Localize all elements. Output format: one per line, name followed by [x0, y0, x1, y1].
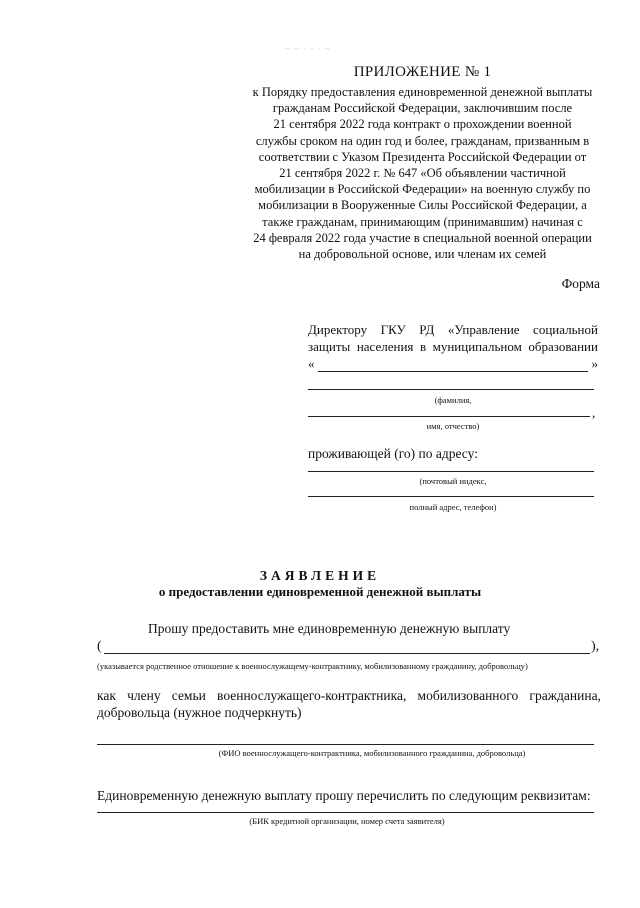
- fio-field[interactable]: [97, 744, 594, 745]
- family-member-line: [97, 688, 601, 704]
- relation-close-paren: ),: [591, 639, 600, 654]
- close-quote: »: [591, 356, 598, 371]
- appendix-line: службы сроком на один год и более, гражданам, призванным в: [255, 133, 590, 148]
- addressee-header: [308, 321, 598, 355]
- bank-details-field[interactable]: [97, 812, 594, 813]
- form-label: Форма: [561, 276, 600, 291]
- open-quote: «: [308, 356, 315, 371]
- appendix-line: мобилизации в Вооруженные Силы Российской Федерации, а: [258, 198, 587, 213]
- addressee-word: образовании: [528, 339, 598, 354]
- address-field[interactable]: [308, 496, 594, 497]
- addressee-word: социальной: [533, 322, 598, 337]
- fio-caption: (ФИО военнослужащего-контрактника, мобилизованного гражданина, добровольца): [218, 748, 526, 758]
- appendix-line: 21 сентября 2022 г. № 647 «Об объявлении частичной: [279, 166, 566, 181]
- addressee-word: РД: [419, 322, 435, 337]
- appendix-line: 21 сентября 2022 года контракт о прохождении военной: [273, 117, 572, 132]
- statement-title: ЗАЯВЛЕНИЕ: [259, 568, 381, 583]
- municipality-field[interactable]: [308, 356, 598, 374]
- name-caption: имя, отчество): [426, 421, 480, 431]
- appendix-title: ПРИЛОЖЕНИЕ № 1: [353, 64, 492, 80]
- name-comma: ,: [592, 405, 596, 420]
- request-text: Прошу предоставить мне единовременную денежную выплату: [148, 621, 511, 636]
- relation-open-paren: (: [97, 639, 102, 654]
- postal-caption: (почтовый индекс,: [419, 476, 487, 486]
- appendix-line: соответствии с Указом Президента Российской Федерации от: [258, 149, 587, 164]
- addressee-word: защиты: [308, 339, 351, 354]
- volunteer-option: добровольца (нужное подчеркнуть): [97, 705, 302, 720]
- appendix-line: на добровольной основе, или членам их семей: [298, 247, 547, 262]
- addressee-line-2: [308, 338, 598, 355]
- member-word: семьи: [171, 688, 206, 703]
- transfer-text: Единовременную денежную выплату прошу перечислить по следующим реквизитам:: [97, 788, 591, 803]
- surname-caption: (фамилия,: [434, 395, 472, 405]
- bank-caption: (БИК кредитной организации, номер счета заявителя): [249, 816, 445, 826]
- municipality-underline: [318, 371, 588, 372]
- addressee-word: в: [419, 339, 427, 354]
- name-field[interactable]: [308, 416, 590, 417]
- appendix-line: 24 февраля 2022 года участие в специальной военной операции: [253, 230, 592, 245]
- appendix-line: к Порядку предоставления единовременной денежной выплаты: [252, 85, 593, 99]
- addressee-word: ГКУ: [380, 322, 406, 337]
- appendix-line: мобилизации в Российской Федерации» на военную службу по: [254, 182, 591, 197]
- faint-stamp: ~ ~ · · · ~: [285, 44, 331, 54]
- relation-field[interactable]: [104, 653, 590, 654]
- postal-field[interactable]: [308, 471, 594, 472]
- member-word: гражданина,: [529, 688, 601, 703]
- member-word: военнослужащего-контрактника,: [217, 688, 407, 703]
- addressee-line-1: [308, 321, 598, 338]
- addressee-word: «Управление: [447, 322, 520, 337]
- residing-label: проживающей (го) по адресу:: [308, 446, 478, 461]
- appendix-line: также гражданам, принимающим (принимавшим) начиная с: [262, 214, 583, 229]
- relation-caption: (указывается родственное отношение к военнослужащему-контрактнику, мобилизованному гражданину, добровольцу): [97, 661, 528, 671]
- addressee-word: муниципальном: [432, 339, 522, 354]
- addressee-word: населения: [356, 339, 414, 354]
- member-word: мобилизованного: [417, 688, 519, 703]
- statement-subtitle: о предоставлении единовременной денежной выплаты: [158, 584, 482, 599]
- appendix-description: [245, 84, 600, 262]
- surname-field[interactable]: [308, 389, 594, 390]
- addressee-word: Директору: [308, 322, 368, 337]
- member-word: как: [97, 688, 116, 703]
- address-caption: полный адрес, телефон): [409, 502, 497, 512]
- member-word: члену: [127, 688, 161, 703]
- appendix-line: гражданам Российской Федерации, заключившим после: [272, 101, 573, 116]
